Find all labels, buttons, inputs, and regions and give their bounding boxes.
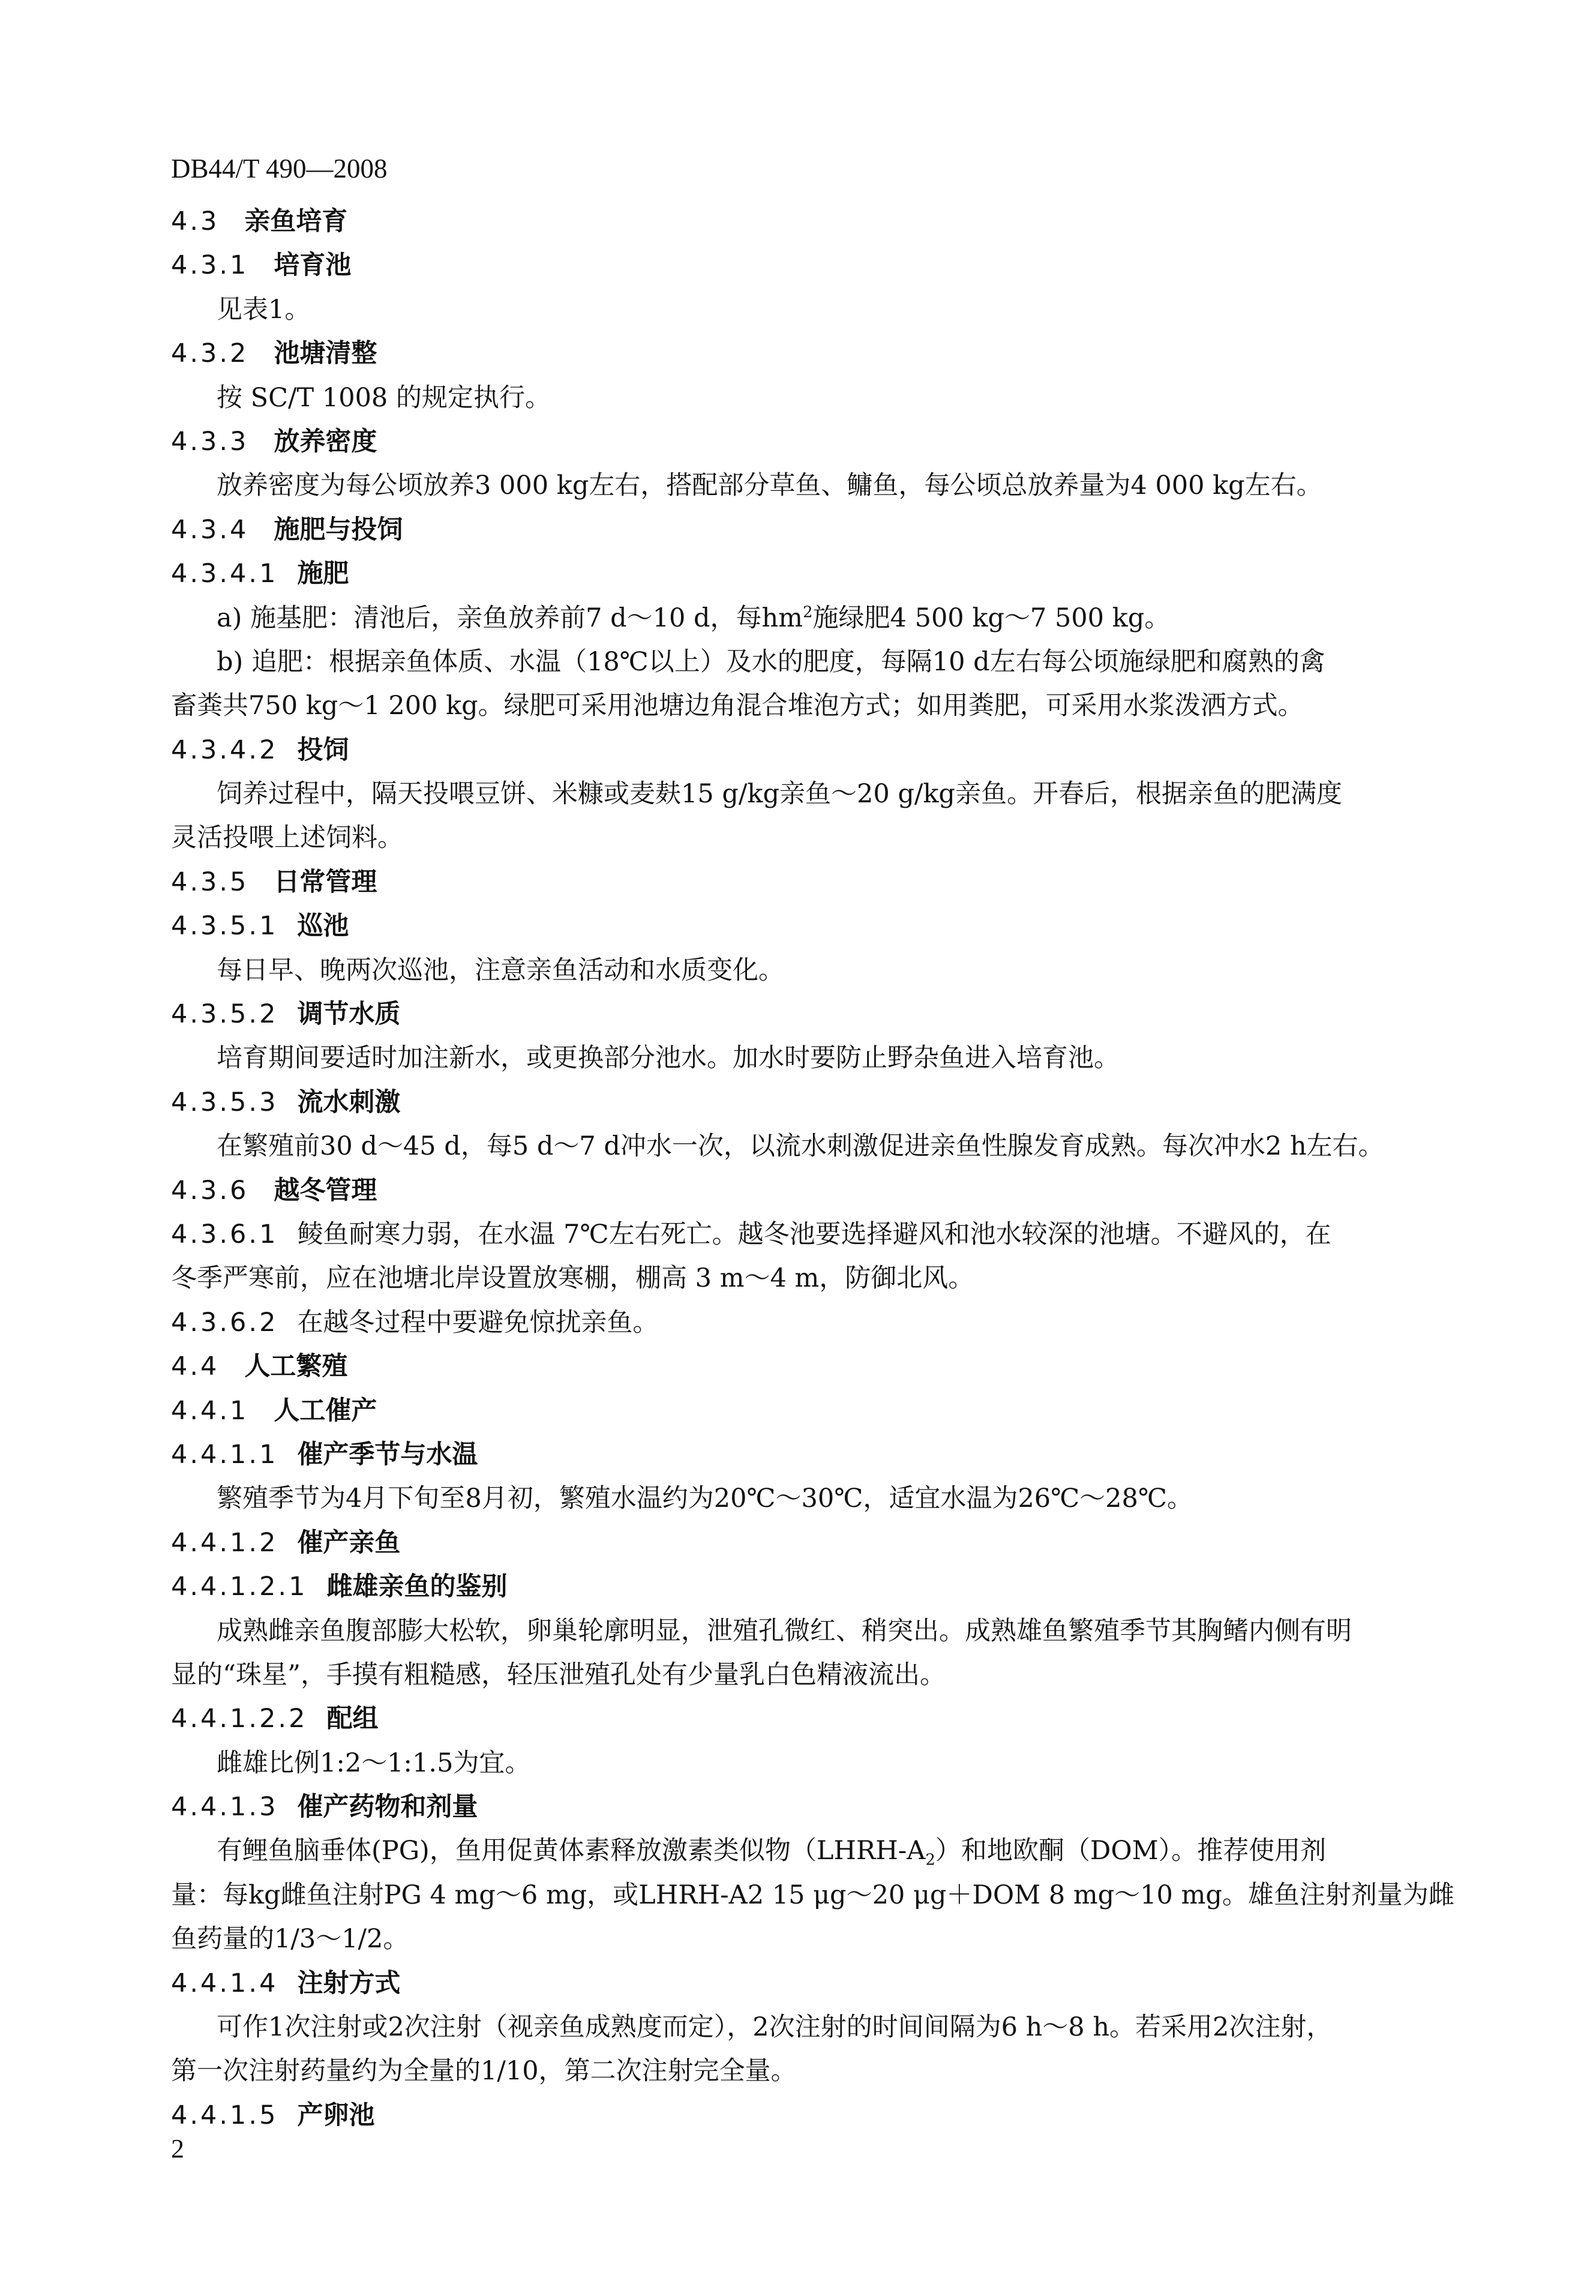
section-number: 4.3.3	[171, 426, 249, 457]
section-title: 流水刺激	[297, 1087, 401, 1117]
section-heading	[171, 1433, 1491, 1477]
paragraph: 成熟雌亲鱼腹部膨大松软，卵巢轮廓明显，泄殖孔微红、稍突出。成熟雄鱼繁殖季节其胸鳍内侧有明	[217, 1615, 1352, 1646]
section-title: 越冬管理	[274, 1175, 377, 1206]
section-title: 亲鱼培育	[244, 206, 348, 236]
section-heading	[171, 729, 1491, 772]
paragraph-text: 有鲤鱼脑垂体(PG)，鱼用促黄体素释放激素类似物（LHRH-A	[217, 1836, 926, 1866]
subscript: 2	[925, 1851, 935, 1870]
section-number: 4.4.1.1	[171, 1439, 278, 1470]
section-heading	[171, 993, 1491, 1036]
section-heading	[171, 244, 1491, 287]
section-heading	[171, 904, 1491, 948]
section-heading	[171, 1785, 1491, 1829]
section-heading	[171, 1521, 1491, 1565]
paragraph: 在繁殖前30 d～45 d，每5 d～7 d冲水一次，以流水刺激促进亲鱼性腺发育成熟。每次冲水2 h左右。	[217, 1131, 1384, 1162]
section-number: 4.3.5.2	[171, 999, 278, 1030]
section-title: 施肥	[297, 559, 349, 589]
section-number: 4.4.1.2.1	[171, 1572, 308, 1602]
paragraph: b) 追肥：根据亲鱼体质、水温（18℃以上）及水的肥度，每隔10 d左右每公顷施绿肥和腐熟的禽	[217, 646, 1325, 677]
section-heading	[171, 508, 1491, 552]
paragraph-continuation: 灵活投喂上述饲料。	[171, 823, 403, 853]
section-number: 4.4.1.4	[171, 1968, 278, 1998]
section-number: 4.4.1.3	[171, 1792, 278, 1823]
paragraph: 按 SC/T 1008 的规定执行。	[217, 382, 551, 413]
paragraph-text: 鲮鱼耐寒力弱，在水温 7℃左右死亡。越冬池要选择避风和池水较深的池塘。不避风的，在	[297, 1219, 1331, 1249]
section-title: 调节水质	[297, 999, 401, 1030]
section-heading	[171, 420, 1491, 464]
section-title: 施肥与投饲	[274, 514, 403, 545]
section-number: 4.3.4.1	[171, 559, 278, 589]
section-number: 4.3.5.3	[171, 1087, 278, 1117]
section-heading	[171, 1169, 1491, 1213]
section-title: 投饲	[297, 735, 349, 765]
page-number: 2	[171, 2134, 184, 2163]
section-number: 4.4.1.2.2	[171, 1704, 308, 1734]
section-title: 培育池	[274, 250, 352, 281]
paragraph	[171, 597, 1491, 640]
paragraph: 放养密度为每公顷放养3 000 kg左右，搭配部分草鱼、鳙鱼，每公顷总放养量为4 000 kg左右。	[217, 470, 1322, 501]
paragraph-text: a) 施基肥：清池后，亲鱼放养前7 d～10 d，每hm	[217, 603, 803, 633]
section-title: 放养密度	[274, 426, 377, 457]
section-heading	[171, 1081, 1491, 1125]
paragraph-text: 施绿肥4 500 kg～7 500 kg。	[812, 603, 1171, 633]
section-title: 巡池	[297, 911, 349, 942]
section-heading	[171, 1962, 1491, 2006]
paragraph-continuation: 冬季严寒前，应在池塘北岸设置放寒棚，棚高 3 m～4 m，防御北风。	[171, 1263, 974, 1294]
section-title: 产卵池	[297, 2100, 375, 2130]
section-number: 4.3.6.2	[171, 1307, 278, 1338]
section-title: 人工繁殖	[244, 1351, 348, 1382]
paragraph: 饲养过程中，隔天投喂豆饼、米糠或麦麸15 g/kg亲鱼～20 g/kg亲鱼。开春后，根据亲鱼的肥满度	[217, 779, 1342, 810]
section-number: 4.3.4	[171, 514, 249, 545]
section-number: 4.3.5.1	[171, 911, 278, 942]
numbered-paragraph	[171, 1213, 1491, 1257]
section-number: 4.3.6.1	[171, 1219, 278, 1249]
section-heading	[171, 1565, 1491, 1609]
paragraph-text: 在越冬过程中要避免惊扰亲鱼。	[297, 1307, 659, 1338]
section-number: 4.3.4.2	[171, 735, 278, 765]
section-heading	[171, 2094, 1491, 2138]
section-number: 4.4.1.5	[171, 2100, 278, 2130]
section-title: 催产季节与水温	[297, 1439, 478, 1470]
section-title: 催产亲鱼	[297, 1527, 401, 1558]
section-title: 催产药物和剂量	[297, 1792, 478, 1823]
section-heading	[171, 1345, 1491, 1389]
paragraph: 每日早、晚两次巡池，注意亲鱼活动和水质变化。	[217, 955, 784, 985]
paragraph: 繁殖季节为4月下旬至8月初，繁殖水温约为20℃～30℃，适宜水温为26℃～28℃。	[217, 1483, 1193, 1514]
paragraph-continuation: 量：每kg雌鱼注射PG 4 mg～6 mg，或LHRH-A2 15 μg～20 μg＋DOM 8 mg～10 mg。雄鱼注射剂量为雌	[171, 1880, 1454, 1910]
section-title: 注射方式	[297, 1968, 401, 1998]
paragraph: 培育期间要适时加注新水，或更换部分池水。加水时要防止野杂鱼进入培育池。	[217, 1043, 1120, 1074]
superscript: 2	[803, 603, 813, 622]
paragraph: 雌雄比例1:2～1:1.5为宜。	[217, 1748, 531, 1778]
document-code: DB44/T 490—2008	[171, 154, 388, 184]
section-heading	[171, 200, 1491, 244]
section-heading	[171, 1389, 1491, 1433]
numbered-paragraph	[171, 1301, 1491, 1345]
section-number: 4.4.1	[171, 1395, 249, 1426]
section-number: 4.3.6	[171, 1175, 249, 1206]
section-heading	[171, 332, 1491, 376]
paragraph-continuation: 第一次注射药量约为全量的1/10，第二次注射完全量。	[171, 2056, 797, 2087]
section-heading	[171, 861, 1491, 904]
section-number: 4.3.5	[171, 867, 249, 897]
paragraph	[171, 1829, 1491, 1873]
paragraph-continuation: 鱼药量的1/3～1/2。	[171, 1924, 409, 1955]
section-number: 4.3.2	[171, 338, 249, 369]
section-number: 4.3.1	[171, 250, 249, 281]
section-heading	[171, 1697, 1491, 1741]
paragraph: 见表1。	[217, 294, 311, 325]
section-title: 池塘清整	[274, 338, 377, 369]
section-heading	[171, 552, 1491, 596]
document-body	[171, 200, 1491, 2138]
section-title: 雌雄亲鱼的鉴别	[326, 1572, 508, 1602]
paragraph-text: ）和地欧酮（DOM）。推荐使用剂	[935, 1836, 1327, 1866]
section-title: 人工催产	[274, 1395, 377, 1426]
section-title: 日常管理	[274, 867, 377, 897]
section-number: 4.3	[171, 206, 220, 236]
paragraph-continuation: 畜粪共750 kg～1 200 kg。绿肥可采用池塘边角混合堆泡方式；如用粪肥，可采用水浆泼洒方式。	[171, 691, 1304, 721]
paragraph-continuation: 显的“珠星”，手摸有粗糙感，轻压泄殖孔处有少量乳白色精液流出。	[171, 1659, 946, 1690]
section-number: 4.4.1.2	[171, 1527, 278, 1558]
paragraph: 可作1次注射或2次注射（视亲鱼成熟度而定），2次注射的时间间隔为6 h～8 h。若采用2次注射，	[217, 2012, 1333, 2043]
section-title: 配组	[326, 1704, 379, 1734]
section-number: 4.4	[171, 1351, 220, 1382]
